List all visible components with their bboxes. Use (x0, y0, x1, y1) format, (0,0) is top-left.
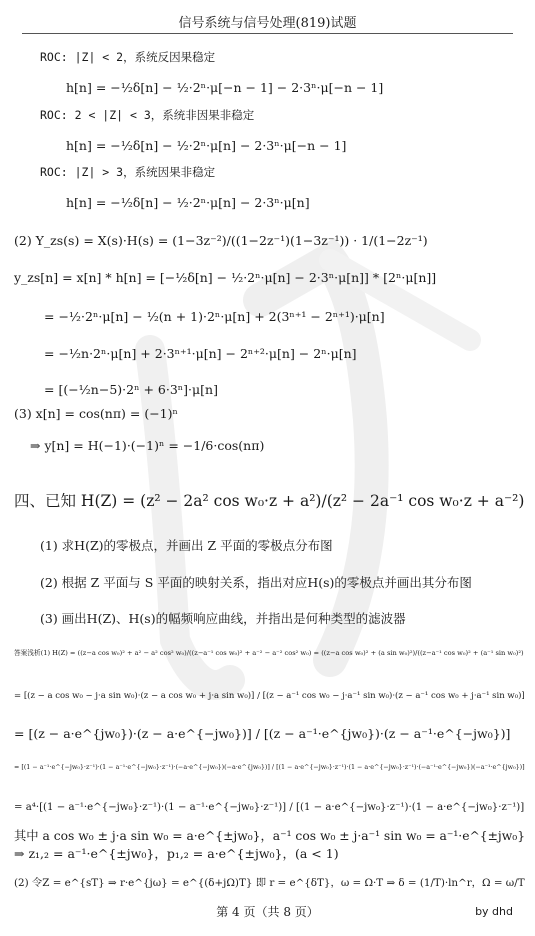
equation-line: = [(z − a·e^{jw₀})·(z − a·e^{−jw₀})] / [(z − a⁻¹·e^{jw₀})·(z − a⁻¹·e^{−jw₀})] (14, 726, 511, 741)
equation-line: (1) 求H(Z)的零极点，并画出 Z 平面的零极点分布图 (40, 538, 333, 553)
equation-line: ROC: 2 < |Z| < 3，系统非因果非稳定 (40, 108, 255, 122)
equation-line: h[n] = −½δ[n] − ½·2ⁿ·μ[n] − 2·3ⁿ·μ[−n − 1] (66, 138, 347, 153)
equation-line: (3) 画出H(Z)、H(s)的幅频响应曲线，并指出是何种类型的滤波器 (40, 611, 406, 626)
equation-line: = a⁴·[(1 − a⁻¹·e^{−jw₀}·z⁻¹)·(1 − a⁻¹·e^{−jw₀}·z⁻¹)] / [(1 − a·e^{−jw₀}·z⁻¹)·(1 − a·e^{−jw₀}·z⁻¹)] (14, 802, 525, 813)
equation-line: y_zs[n] = x[n] * h[n] = [−½δ[n] − ½·2ⁿ·μ[n] − 2·3ⁿ·μ[n]] * [2ⁿ·μ[n]] (14, 270, 437, 285)
equation-line: = −½n·2ⁿ·μ[n] + 2·3ⁿ⁺¹·μ[n] − 2ⁿ⁺²·μ[n] − 2ⁿ·μ[n] (44, 346, 357, 361)
equation-line: (2) 令Z = e^{sT} ⇒ r·e^{jω} = e^{(δ+jΩ)T} 即 r = e^{δT}，ω = Ω·T ⇒ δ = (1/T)·ln^r，Ω = ω/T (14, 877, 525, 889)
equation-line: 其中 a cos w₀ ± j·a sin w₀ = a·e^{±jw₀}，a⁻¹ cos w₀ ± j·a⁻¹ sin w₀ = a⁻¹·e^{±jw₀} (14, 829, 526, 843)
equation-line: = −½·2ⁿ·μ[n] − ½(n + 1)·2ⁿ·μ[n] + 2(3ⁿ⁺¹ − 2ⁿ⁺¹)·μ[n] (44, 309, 385, 324)
equation-line: (2) Y_zs(s) = X(s)·H(s) = (1−3z⁻²)/((1−2z⁻¹)(1−3z⁻¹)) · 1/(1−2z⁻¹) (14, 233, 428, 248)
equation-line: = [(−½n−5)·2ⁿ + 6·3ⁿ]·μ[n] (44, 382, 218, 397)
page-header-title: 信号系统与信号处理(819)试题 (178, 16, 357, 31)
header-divider (22, 33, 513, 34)
equation-line: = [(z − a cos w₀ − j·a sin w₀)·(z − a cos w₀ + j·a sin w₀)] / [(z − a⁻¹ cos w₀ − j·a⁻¹ sin w₀)·(z − a⁻¹ cos w₀ + j·a⁻¹ sin w₀)] (14, 691, 525, 701)
equation-line: = [(1 − a⁻¹·e^{−jw₀}·z⁻¹)·(1 − a⁻¹·e^{−jw₀}·z⁻¹)·(−a·e^{−jw₀})(−a·e^{jw₀})] / [(1 − a·e^{−jw₀}·z⁻¹)·(1 − a·e^{−jw₀}·z⁻¹)·(−a⁻¹·e^{−jw₀})(−a⁻¹·e^{jw₀})] (14, 764, 525, 771)
equation-line: 四、已知 H(Z) = (z² − 2a² cos w₀·z + a²)/(z² − 2a⁻¹ cos w₀·z + a⁻²) (14, 492, 525, 510)
equation-line: ⇒ y[n] = H(−1)·(−1)ⁿ = −1/6·cos(nπ) (30, 438, 265, 453)
equation-line: ROC: |Z| < 2，系统反因果稳定 (40, 50, 216, 64)
equation-line: ROC: |Z| > 3，系统因果非稳定 (40, 165, 216, 179)
equation-line: ⇒ z₁,₂ = a⁻¹·e^{±jw₀}，p₁,₂ = a·e^{±jw₀}，(a < 1) (14, 846, 339, 861)
equation-line: 答案浅析(1) H(Z) = ((z−a cos w₀)² + a² − a² cos² w₀)/((z−a⁻¹ cos w₀)² + a⁻² − a⁻² cos² w₀) = ((z−a cos w₀)² + (a sin w₀)²)/((z−a⁻¹ cos w₀)² + (a⁻¹ sin w₀)²) (14, 649, 524, 657)
page-number: 第 4 页（共 8 页） (216, 905, 319, 919)
equation-line: (2) 根据 Z 平面与 S 平面的映射关系，指出对应H(s)的零极点并画出其分布图 (40, 575, 472, 590)
equation-line: h[n] = −½δ[n] − ½·2ⁿ·μ[n] − 2·3ⁿ·μ[n] (66, 195, 310, 210)
author-byline: by dhd (475, 905, 513, 918)
equation-line: (3) x[n] = cos(nπ) = (−1)ⁿ (14, 406, 178, 421)
equation-line: h[n] = −½δ[n] − ½·2ⁿ·μ[−n − 1] − 2·3ⁿ·μ[−n − 1] (66, 80, 384, 95)
